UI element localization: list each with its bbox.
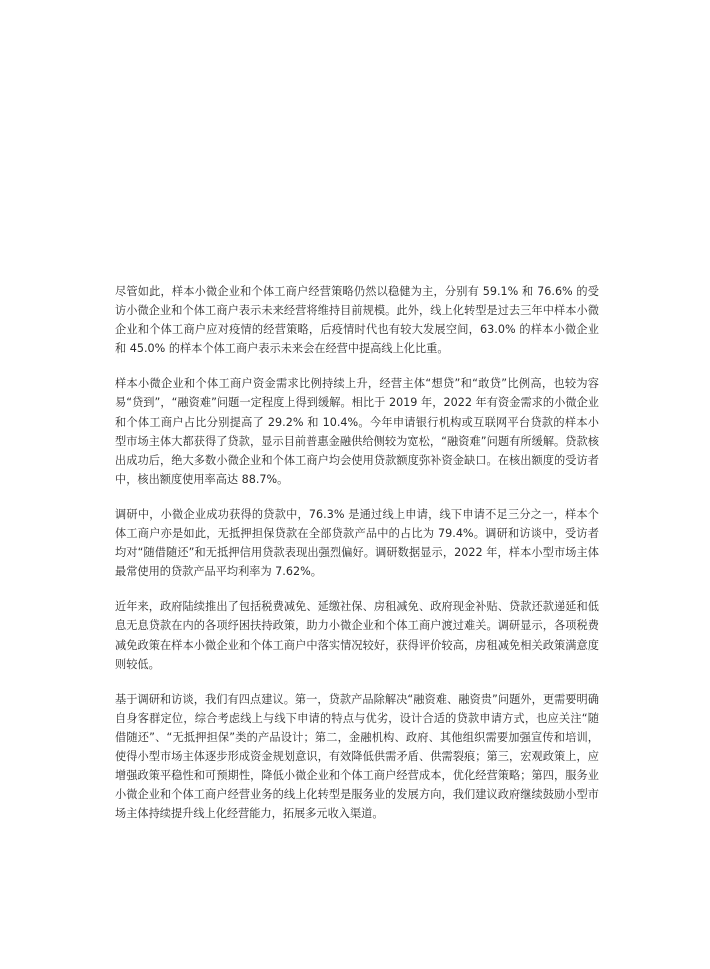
- paragraph-recommendations: 基于调研和访谈，我们有四点建议。第一，贷款产品除解决“融资难、融资贵”问题外，更需要明确自身客群定位，综合考虑线上与线下申请的特点与优劣，设计合适的贷款申请方式，也应关注“随借随还”、“无抵押担保”类的产品设计；第二，金融机构、政府、其他组织需要加强宣传和培训，使得小型市场主体逐步形成资金规划意识，有效降低供需矛盾、供需裂痕；第三，宏观政策上，应增强政策平稳性和可预期性，降低小微企业和个体工商户经营成本，优化经营策略；第四，服务业小微企业和个体工商户经营业务的线上化转型是服务业的发展方向，我们建议政府继续鼓励小型市场主体持续提升线上化经营能力，拓展多元收入渠道。: [115, 692, 599, 821]
- paragraph-financing-demand: 样本小微企业和个体工商户资金需求比例持续上升，经营主体“想贷”和“敢贷”比例高，也较为容易“贷到”，“融资难”问题一定程度上得到缓解。相比于 2019 年，2022 年有资金需求的小微企业和个体工商户占比分别提高了 29.2% 和 10.4%。今年申请银行机构或互联网平台贷款的样本小型市场主体大都获得了贷款，显示目前普惠金融供给侧较为宽松，“融资难”问题有所缓解。贷款核出成功后，绝大多数小微企业和个体工商户均会使用贷款额度弥补资金缺口。在核出额度的受访者中，核出额度使用率高达 88.7%。: [115, 377, 599, 486]
- paragraph-relief-policies: 近年来，政府陆续推出了包括税费减免、延缴社保、房租减免、政府现金补贴、贷款还款递延和低息无息贷款在内的各项纾困扶持政策，助力小微企业和个体工商户渡过难关。调研显示，各项税费减免政策在样本小微企业和个体工商户中落实情况较好，获得评价较高，房租减免相关政策满意度则较低。: [115, 600, 599, 671]
- paragraph-business-strategy: 尽管如此，样本小微企业和个体工商户经营策略仍然以稳健为主，分别有 59.1% 和 76.6% 的受访小微企业和个体工商户表示未来经营将维持目前规模。此外，线上化转型是过去三年中样本小微企业和个体工商户应对疫情的经营策略，后疫情时代也有较大发展空间，63.0% 的样本小微企业和 45.0% 的样本个体工商户表示未来会在经营中提高线上化比重。: [115, 285, 599, 356]
- document-body: [115, 282, 599, 839]
- paragraph-online-loans: 调研中，小微企业成功获得的贷款中，76.3% 是通过线上申请，线下申请不足三分之一，样本个体工商户亦是如此，无抵押担保贷款在全部贷款产品中的占比为 79.4%。调研和访谈中，受访者均对“随借随还”和无抵押信用贷款表现出强烈偏好。调研数据显示，2022 年，样本小型市场主体最常使用的贷款产品平均利率为 7.62%。: [115, 507, 599, 579]
